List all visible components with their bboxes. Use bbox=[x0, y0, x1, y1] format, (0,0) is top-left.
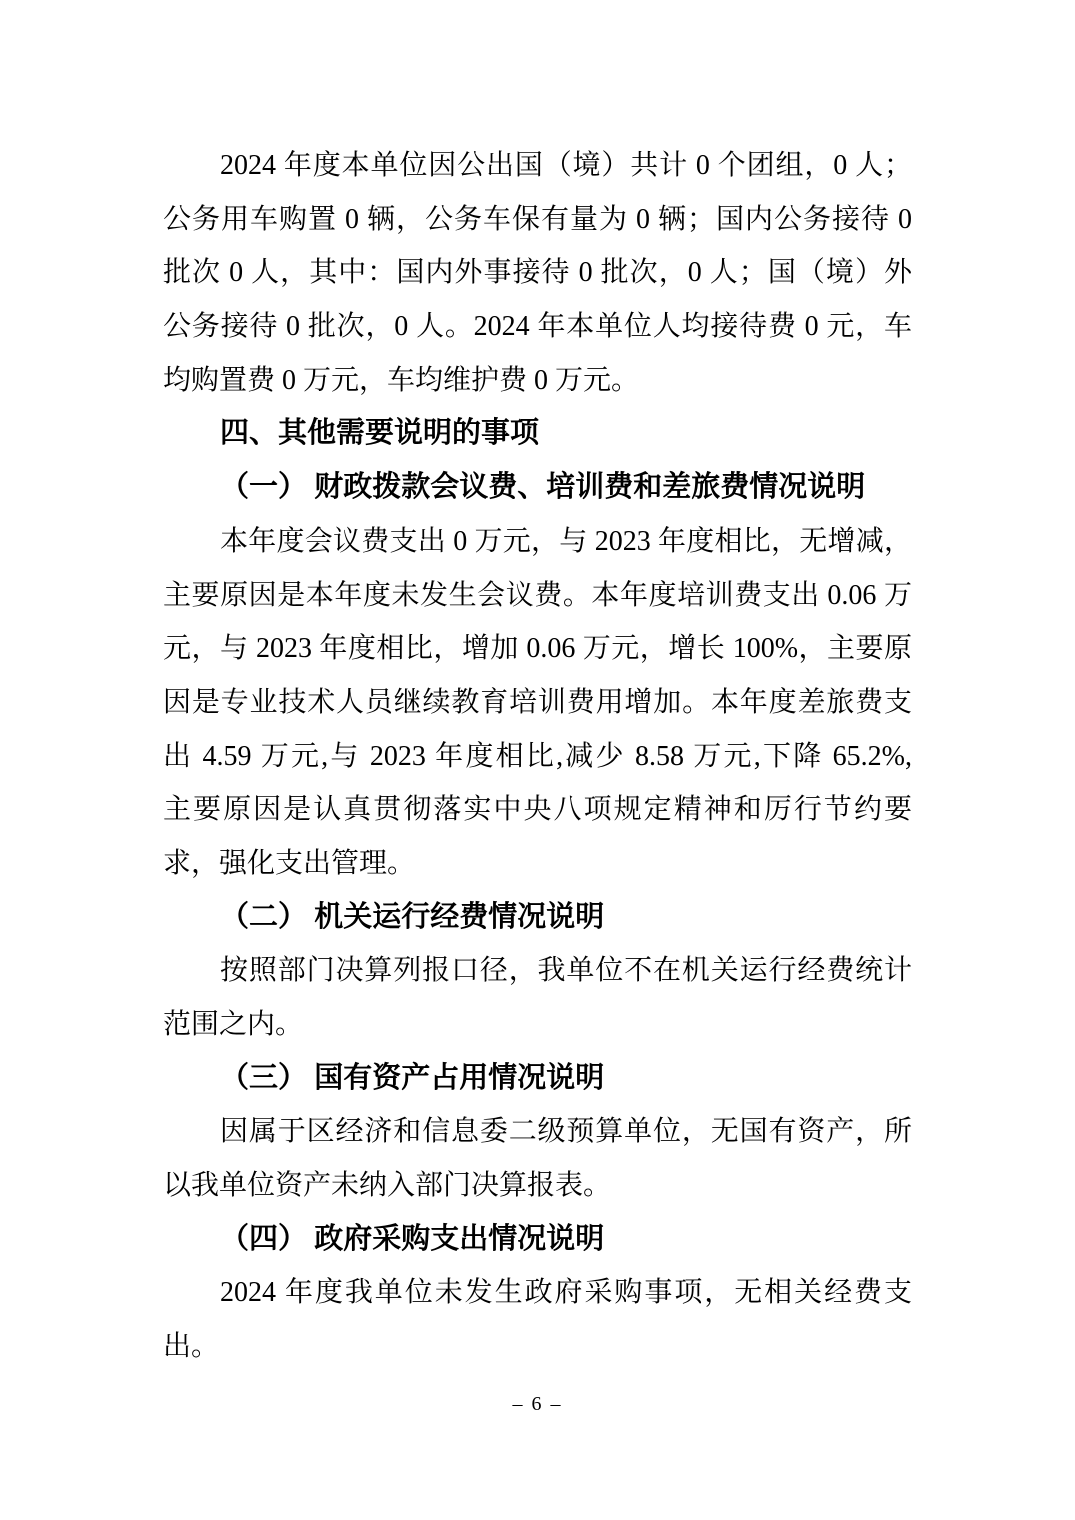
body-line: 范围之内。 bbox=[163, 1009, 304, 1040]
text-block bbox=[163, 139, 912, 1374]
body-line: 本年度会议费支出 0 万元，与 2023 年度相比，无增减， bbox=[220, 525, 912, 557]
body-line: 2024 年度我单位未发生政府采购事项，无相关经费支 bbox=[220, 1277, 912, 1309]
body-line: 按照部门决算列报口径，我单位不在机关运行经费统计 bbox=[220, 955, 912, 987]
body-line: 出 4.59 万元,与 2023 年度相比,减少 8.58 万元,下降 65.2%, bbox=[163, 740, 912, 772]
subsection-heading-3: （三） 国有资产占用情况说明 bbox=[220, 1061, 605, 1094]
body-line: 主要原因是认真贯彻落实中央八项规定精神和厉行节约要 bbox=[163, 794, 912, 826]
body-line: 出。 bbox=[163, 1331, 220, 1363]
body-line: 求，强化支出管理。 bbox=[163, 847, 416, 879]
body-line: 均购置费 0 万元，车均维护费 0 万元。 bbox=[163, 364, 640, 396]
body-line: 公务用车购置 0 辆，公务车保有量为 0 辆；国内公务接待 0 bbox=[163, 203, 912, 235]
body-line: 批次 0 人，其中：国内外事接待 0 批次，0 人；国（境）外 bbox=[163, 257, 912, 289]
body-line: 公务接待 0 批次，0 人。2024 年本单位人均接待费 0 元，车 bbox=[163, 311, 912, 343]
body-line: 2024 年度本单位因公出国（境）共计 0 个团组，0 人； bbox=[220, 150, 912, 181]
body-line: 因是专业技术人员继续教育培训费用增加。本年度差旅费支 bbox=[163, 686, 912, 718]
body-line: 主要原因是本年度未发生会议费。本年度培训费支出 0.06 万 bbox=[163, 579, 912, 611]
page-number: – 6 – bbox=[512, 1393, 563, 1415]
body-line: 以我单位资产未纳入部门决算报表。 bbox=[163, 1170, 612, 1202]
subsection-heading-2: （二） 机关运行经费情况说明 bbox=[220, 900, 605, 933]
section-heading: 四、其他需要说明的事项 bbox=[220, 417, 540, 450]
subsection-heading-1: （一） 财政拨款会议费、培训费和差旅费情况说明 bbox=[220, 471, 866, 504]
body-line: 因属于区经济和信息委二级预算单位，无国有资产，所 bbox=[220, 1116, 912, 1148]
body-line: 元，与 2023 年度相比，增加 0.06 万元，增长 100%，主要原 bbox=[163, 633, 912, 665]
subsection-heading-4: （四） 政府采购支出情况说明 bbox=[220, 1222, 605, 1255]
